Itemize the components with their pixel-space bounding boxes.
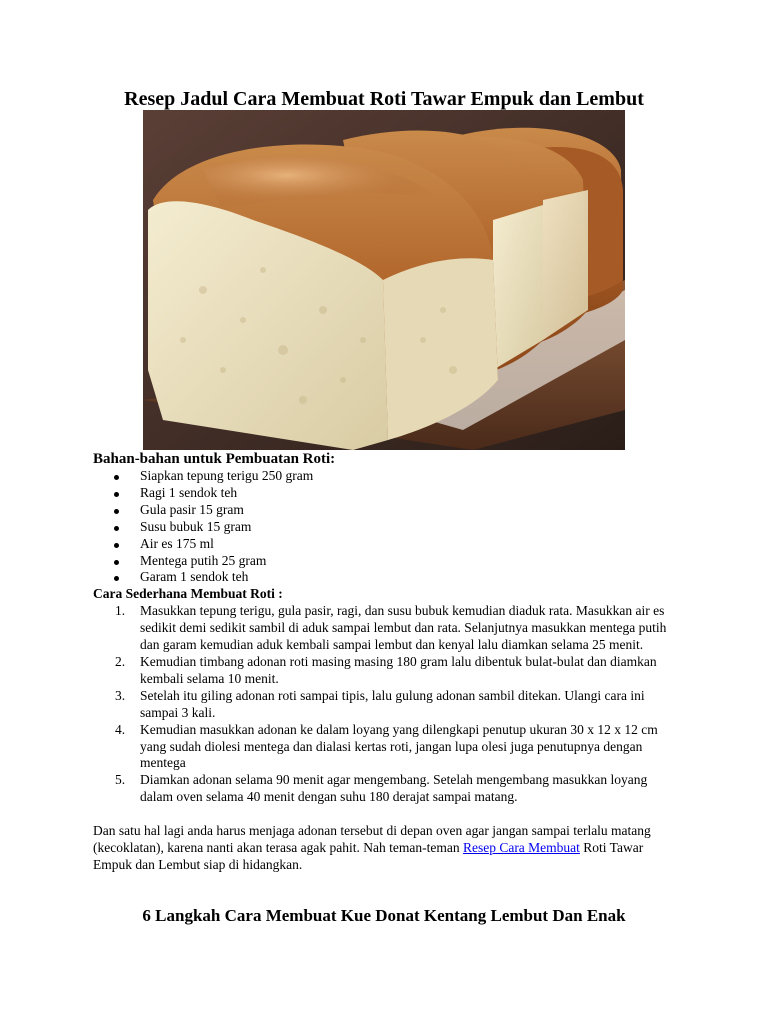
list-item [93,722,683,773]
ingredients-list [93,468,683,586]
steps-heading: Cara Sederhana Membuat Roti : [93,586,283,602]
list-item [93,772,683,806]
list-item: Susu bubuk 15 gram [113,519,683,536]
list-item [93,688,683,722]
document-title: Resep Jadul Cara Membuat Roti Tawar Empuk dan Lembut [124,88,644,110]
step-number: 5. [115,772,126,788]
list-item: Garam 1 sendok teh [113,569,683,586]
ingredients-heading: Bahan-bahan untuk Pembuatan Roti: [93,451,336,467]
step-number: 2. [115,653,126,669]
next-article-title: 6 Langkah Cara Membuat Kue Donat Kentang Lembut Dan Enak [142,906,626,925]
recipe-link[interactable]: Resep Cara Membuat [462,840,580,856]
list-item: Ragi 1 sendok teh [113,485,683,502]
list-item: Siapkan tepung terigu 250 gram [113,468,683,485]
closing-text-after: Roti Tawar Empuk dan Lembut siap di hidangkan. [93,840,644,872]
step-text: Masukkan tepung terigu, gula pasir, ragi, dan susu bubuk kemudian diaduk rata. Masukkan air es sedikit demi sedikit sambil di aduk sampai lembut dan rata. Selanjutnya masukkan mentega putih dan garam kemudian aduk kembali sampai lembut dan kenyal lalu diamkan selama 25 menit. [140,603,667,653]
step-number: 4. [115,721,126,737]
step-text: Setelah itu giling adonan roti sampai tipis, lalu gulung adonan sambil ditekan. Ulangi cara ini sampai 3 kali. [140,687,645,720]
recipe-content [93,451,683,874]
step-text: Kemudian masukkan adonan ke dalam loyang yang dilengkapi penutup ukuran 30 x 12 x 12 cm yang sudah diolesi mentega dan dialasi kertas roti, jangan lupa olesi juga penutupnya dengan mentega [140,721,658,771]
step-number: 3. [115,687,126,703]
list-item: Air es 175 ml [113,536,683,553]
steps-list [93,603,683,806]
bread-loaf-photo [143,110,625,450]
list-item: Mentega putih 25 gram [113,553,683,570]
list-item: Gula pasir 15 gram [113,502,683,519]
list-item [93,654,683,688]
closing-paragraph [93,823,683,874]
closing-text-before: Dan satu hal lagi anda harus menjaga adonan tersebut di depan oven agar jangan sampai terlalu matang (kecoklatan), karena nanti akan terasa agak pahit. Nah teman-teman [93,823,651,856]
step-number: 1. [115,603,126,619]
step-text: Diamkan adonan selama 90 menit agar mengembang. Setelah mengembang masukkan loyang dalam oven selama 40 menit dengan suhu 180 derajat sampai matang. [140,772,648,805]
step-text: Kemudian timbang adonan roti masing masing 180 gram lalu dibentuk bulat-bulat dan diamkan kembali selama 10 menit. [140,653,657,686]
list-item [93,603,683,654]
